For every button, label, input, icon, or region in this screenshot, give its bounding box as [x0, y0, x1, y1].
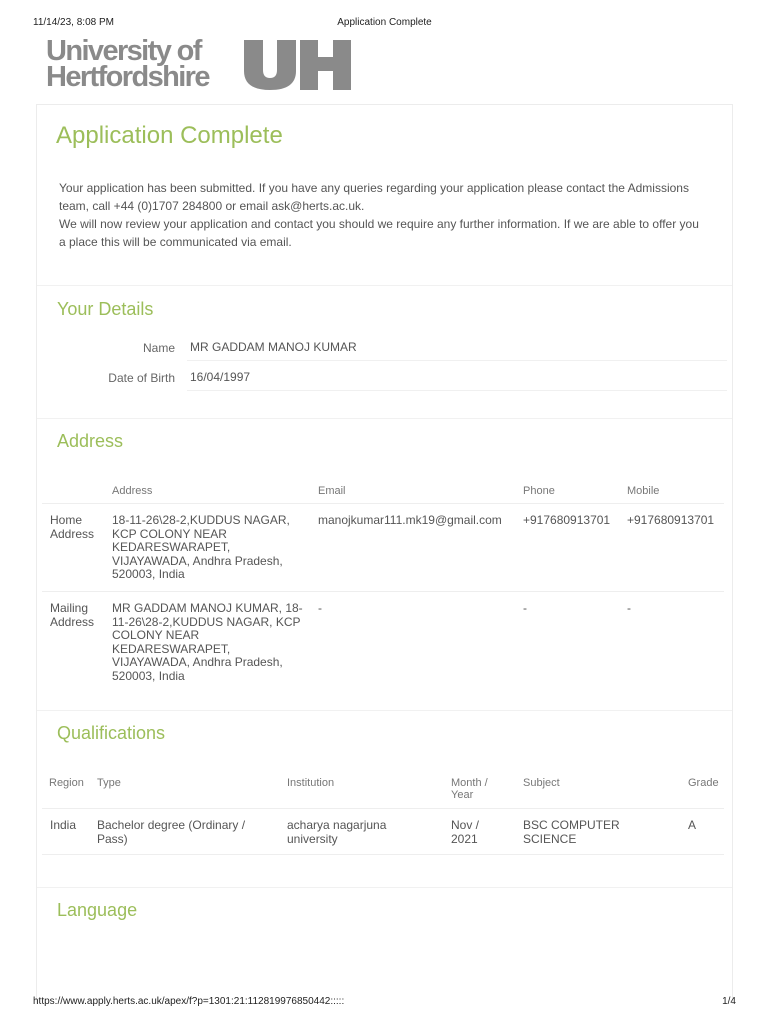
column-header: Mobile: [627, 485, 660, 497]
confirmation-text-2: We will now review your application and contact you should we require any further information. If we are able to offer you a place this will be communicated via email.: [59, 217, 699, 249]
section-divider: [37, 710, 732, 711]
section-divider: [37, 887, 732, 888]
content-panel: [36, 104, 733, 1004]
page-url: https://www.apply.herts.ac.uk/apex/f?p=1301:21:112819976850442:::::: [33, 996, 345, 1007]
column-header: Type: [97, 777, 121, 789]
section-divider: [37, 418, 732, 419]
page-title: Application Complete: [56, 122, 283, 149]
language-heading: Language: [57, 900, 138, 920]
confirmation-text-1: Your application has been submitted. If you have any queries regarding your application please contact the Admissions team, call +44 (0)1707 284800 or email ask@herts.ac.uk.: [59, 181, 689, 213]
address-heading: Address: [57, 431, 124, 451]
detail-value: MR GADDAM MANOJ KUMAR: [190, 340, 357, 354]
column-header: Region: [49, 777, 84, 789]
logo-text-line1: University of: [46, 35, 201, 67]
mobile-value: +917680913701: [627, 513, 715, 527]
qualifications-heading: Qualifications: [57, 723, 166, 743]
email-value: -: [318, 601, 322, 615]
detail-row-name: [37, 333, 727, 361]
phone-value: -: [523, 601, 527, 615]
phone-value: +917680913701: [523, 513, 611, 527]
grade-value: A: [688, 818, 697, 832]
detail-value: 16/04/1997: [190, 370, 251, 384]
your-details-heading: Your Details: [57, 299, 154, 319]
confirmation-message: [59, 179, 699, 251]
address-text: 18-11-26\28-2,KUDDUS NAGAR, KCP COLONY NEAR KEDARESWARAPET, VIJAYAWADA, Andhra Pradesh, 520003, India: [112, 513, 290, 581]
region-value: India: [50, 818, 77, 832]
column-header: Institution: [287, 777, 335, 789]
section-divider: [37, 285, 732, 286]
column-header: Email: [318, 485, 346, 497]
logo-text-line2: Hertfordshire: [46, 61, 209, 93]
column-header: Subject: [523, 777, 560, 789]
mobile-value: -: [627, 601, 631, 615]
detail-row-dob: [37, 363, 727, 391]
column-header: Grade: [688, 777, 719, 789]
column-header: Address: [112, 485, 153, 497]
qualification-type: Bachelor degree (Ordinary / Pass): [97, 818, 246, 846]
month-year-value: Nov / 2021: [451, 818, 480, 846]
institution-value: acharya nagarjuna university: [287, 818, 387, 846]
column-header: Phone: [523, 485, 555, 497]
subject-value: BSC COMPUTER SCIENCE: [523, 818, 620, 846]
page-number: 1/4: [722, 996, 736, 1007]
address-type: Mailing Address: [50, 601, 95, 629]
address-type: Home Address: [50, 513, 95, 541]
email-value: manojkumar111.mk19@gmail.com: [318, 513, 502, 527]
address-text: MR GADDAM MANOJ KUMAR, 18-11-26\28-2,KUDDUS NAGAR, KCP COLONY NEAR KEDARESWARAPET, VIJAYAWADA, Andhra Pradesh, 520003, India: [112, 601, 303, 683]
column-header: Month / Year: [451, 777, 488, 801]
university-logo[interactable]: [46, 35, 356, 93]
detail-label: Name: [142, 341, 175, 355]
uh-logo-mark: [244, 40, 352, 90]
print-title: Application Complete: [337, 17, 432, 28]
print-date: 11/14/23, 8:08 PM: [33, 17, 114, 28]
print-header: [33, 17, 736, 29]
detail-label: Date of Birth: [108, 371, 175, 385]
